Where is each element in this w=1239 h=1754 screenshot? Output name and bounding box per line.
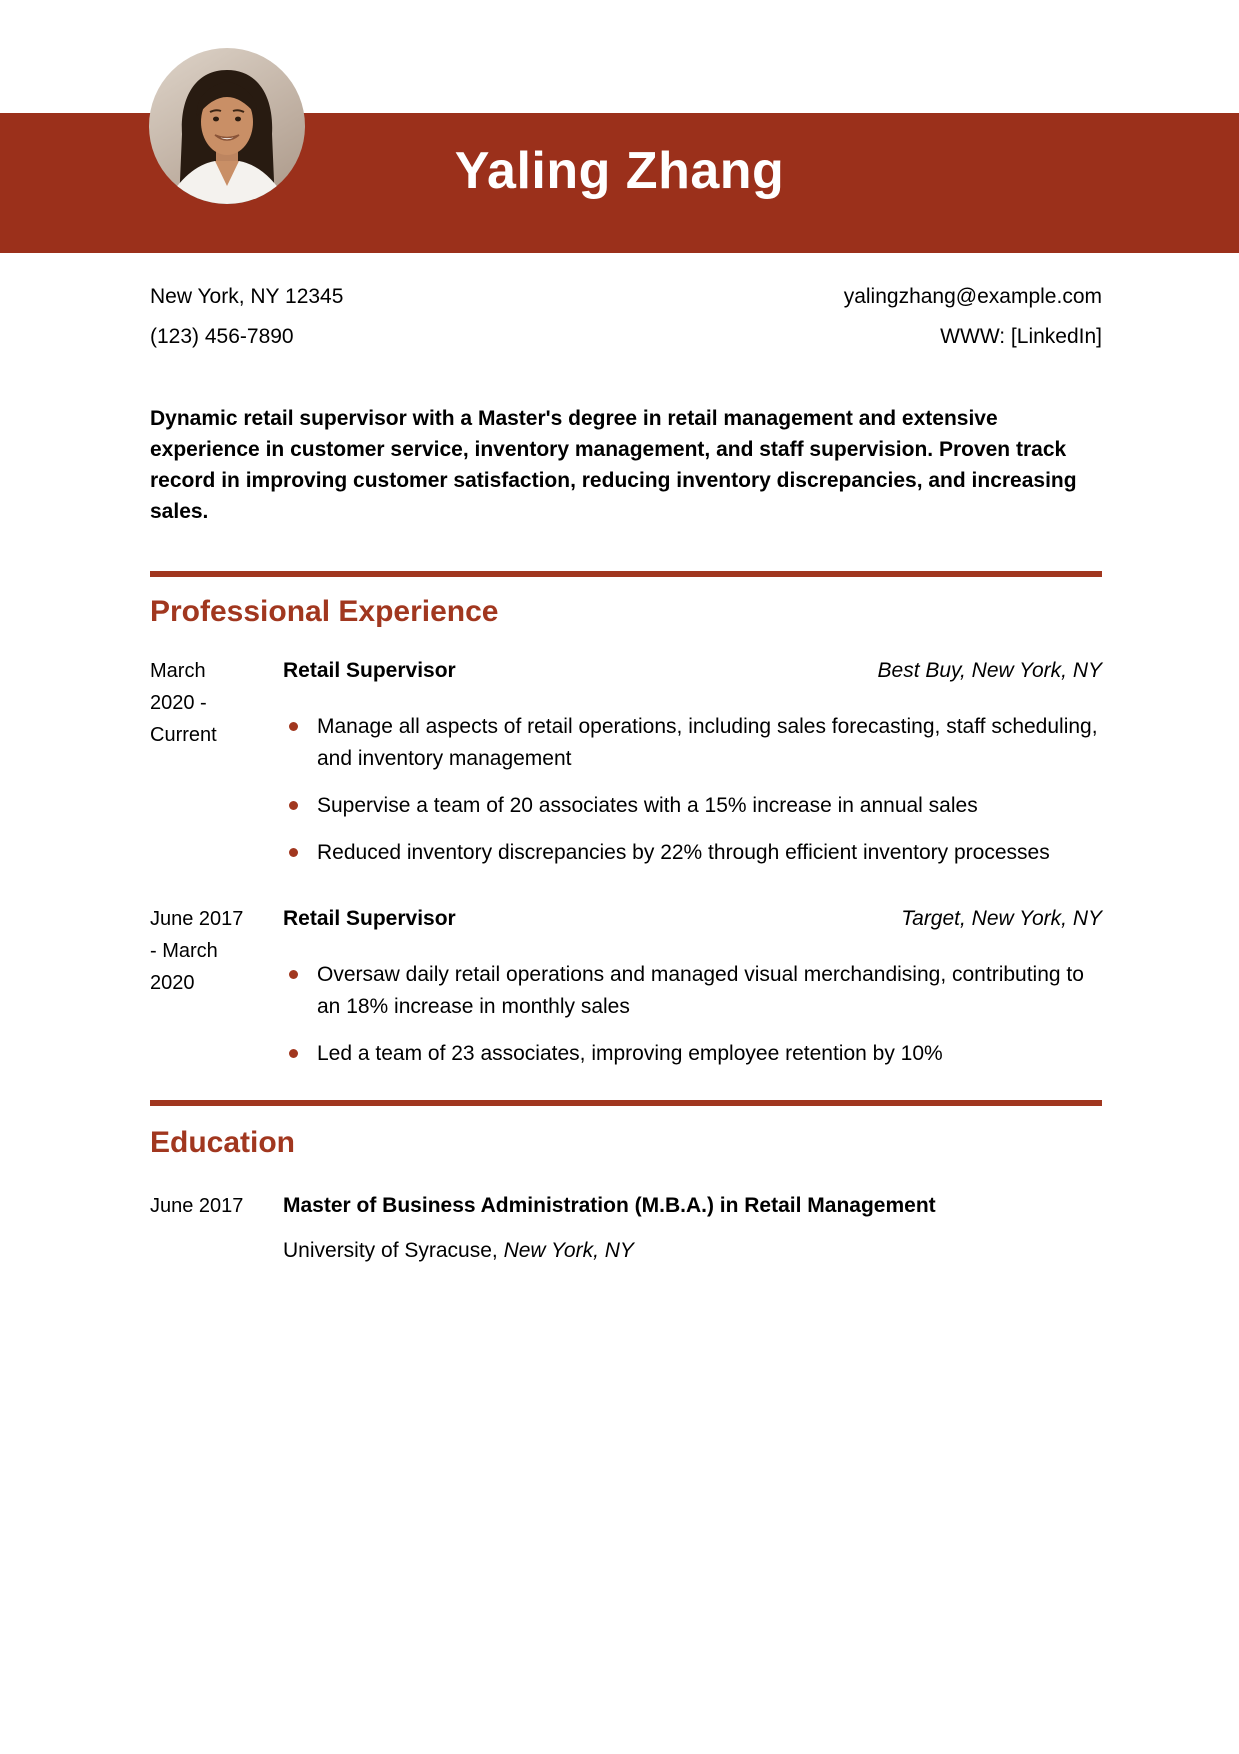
entry-title-row	[283, 655, 1102, 687]
page-body	[0, 277, 1239, 1267]
job-title: Retail Supervisor	[283, 659, 456, 682]
section-heading-experience: Professional Experience	[150, 595, 499, 628]
degree-title: Master of Business Administration (M.B.A.) in Retail Management	[283, 1194, 936, 1217]
entry-content	[283, 1190, 1102, 1267]
contact-website: WWW: [LinkedIn]	[940, 325, 1102, 348]
experience-entry	[150, 903, 1102, 1070]
experience-entry	[150, 655, 1102, 869]
contact-phone: (123) 456-7890	[150, 325, 294, 348]
section-heading-education: Education	[150, 1126, 296, 1159]
section-divider-experience	[150, 571, 1102, 577]
entry-content	[283, 655, 1102, 869]
contact-right-column	[844, 277, 1102, 357]
school-line	[283, 1235, 1102, 1267]
job-company: Best Buy, New York, NY	[877, 659, 1102, 682]
contact-left-column	[150, 277, 343, 357]
job-bullet-list	[283, 959, 1102, 1070]
entry-dates: March 2020 - Current	[150, 660, 217, 746]
school-location: New York, NY	[503, 1239, 634, 1262]
job-bullet: Reduced inventory discrepancies by 22% through efficient inventory processes	[283, 837, 1102, 869]
section-divider-education	[150, 1100, 1102, 1106]
entry-content	[283, 903, 1102, 1070]
summary-text: Dynamic retail supervisor with a Master's degree in retail management and extensive experience in customer service, inventory management, and staff supervision. Proven track record in improving customer satisfaction, reducing inventory discrepancies, and increasing sales.	[150, 407, 1077, 523]
profile-photo	[149, 48, 305, 204]
entry-title-row	[283, 903, 1102, 935]
job-company: Target, New York, NY	[901, 907, 1102, 930]
contact-location: New York, NY 12345	[150, 285, 344, 308]
profile-photo-illustration	[149, 48, 305, 204]
contact-section	[150, 277, 1102, 357]
job-bullet-list	[283, 711, 1102, 869]
job-bullet: Supervise a team of 20 associates with a 15% increase in annual sales	[283, 790, 1102, 822]
entry-dates: June 2017 - March 2020	[150, 908, 244, 994]
entry-dates: June 2017	[150, 1195, 244, 1217]
school-name: University of Syracuse,	[283, 1239, 504, 1262]
education-entry	[150, 1190, 1102, 1267]
job-bullet: Led a team of 23 associates, improving employee retention by 10%	[283, 1038, 1102, 1070]
job-bullet: Manage all aspects of retail operations, including sales forecasting, staff scheduling, and inventory management	[283, 711, 1102, 775]
job-title: Retail Supervisor	[283, 907, 456, 930]
job-bullet: Oversaw daily retail operations and managed visual merchandising, contributing to an 18% increase in monthly sales	[283, 959, 1102, 1023]
person-name: Yaling Zhang	[454, 142, 785, 200]
contact-email: yalingzhang@example.com	[843, 285, 1102, 308]
